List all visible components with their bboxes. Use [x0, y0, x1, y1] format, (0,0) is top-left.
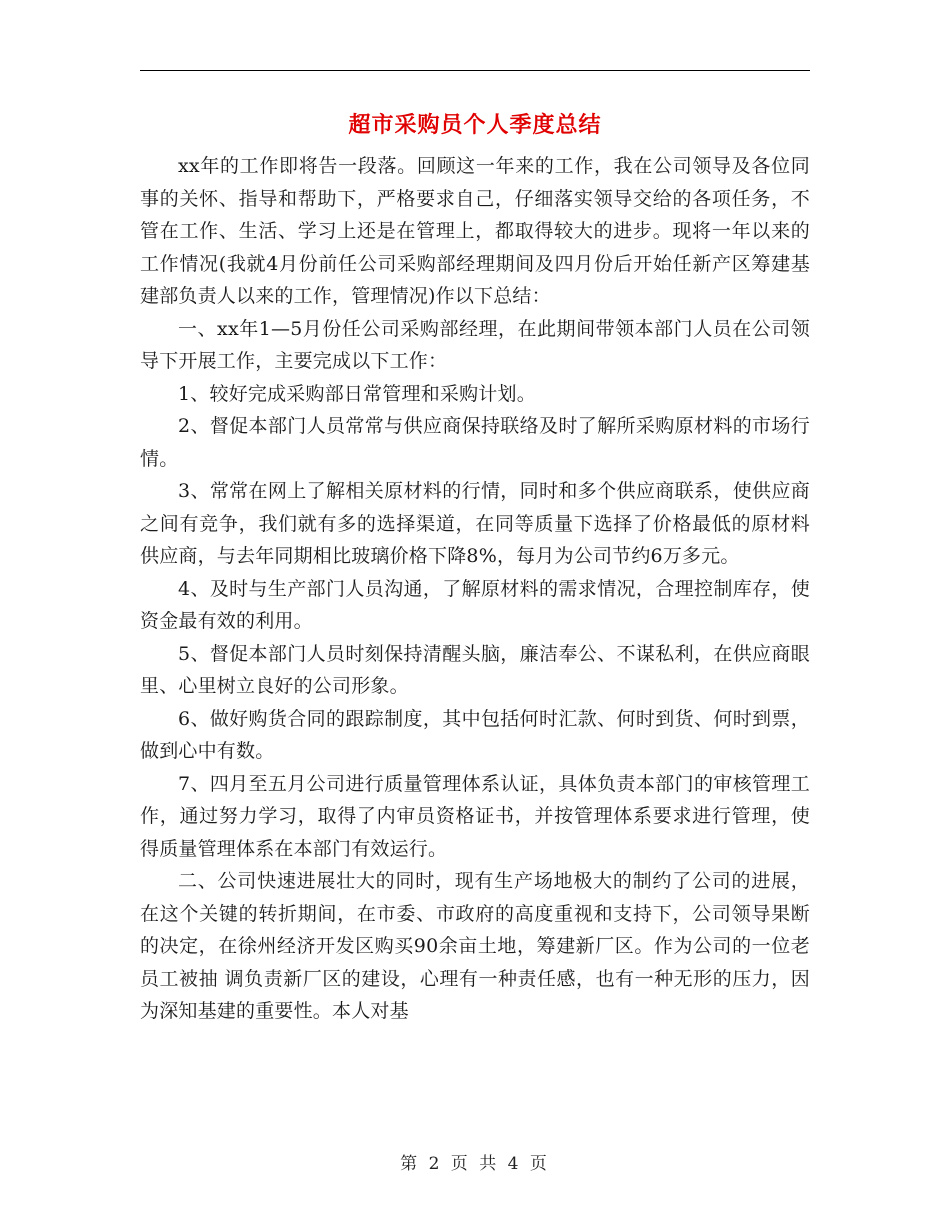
paragraph-item-4: 4、及时与生产部门人员沟通，了解原材料的需求情况，合理控制库存，使资金最有效的利用。 — [140, 577, 810, 632]
paragraph-item-6: 6、做好购货合同的跟踪制度，其中包括何时汇款、何时到货、何时到票，做到心中有数。 — [140, 707, 810, 762]
paragraph-item-1: 1、较好完成采购部日常管理和采购计划。 — [178, 382, 536, 405]
document-title: 超市采购员个人季度总结 — [348, 112, 602, 138]
paragraph-item-7: 7、四月至五月公司进行质量管理体系认证，具体负责本部门的审核管理工作，通过努力学习，取得了内审员资格证书，并按管理体系要求进行管理，使得质量管理体系在本部门有效运行。 — [140, 772, 810, 860]
paragraph-section-one: 一、xx年1—5月份任公司采购部经理，在此期间带领本部门人员在公司领导下开展工作，主要完成以下工作： — [140, 317, 810, 372]
paragraph-item-5: 5、督促本部门人员时刻保持清醒头脑，廉洁奉公、不谋私利，在供应商眼里、心里树立良好的公司形象。 — [140, 642, 810, 697]
page-number: 第 2 页 共 4 页 — [400, 1154, 550, 1174]
paragraph-section-two: 二、公司快速进展壮大的同时，现有生产场地极大的制约了公司的进展，在这个关键的转折期间，在市委、市政府的高度重视和支持下，公司领导果断的决定，在徐州经济开发区购买90余亩土地，筹建新厂区。作为公司的一位老员工被抽 调负责新厂区的建设，心理有一种责任感，也有一种无形的压力，因为深知基建的重要性。本人对基 — [140, 870, 810, 1022]
document-body — [140, 150, 810, 1028]
paragraph-item-3: 3、常常在网上了解相关原材料的行情，同时和多个供应商联系，使供应商之间有竞争，我们就有多的选择渠道，在同等质量下选择了价格最低的原材料供应商，与去年同期相比玻璃价格下降8%，每月为公司节约6万多元。 — [140, 480, 810, 567]
paragraph-item-2: 2、督促本部门人员常常与供应商保持联络及时了解所采购原材料的市场行情。 — [140, 415, 810, 470]
paragraph-intro: xx年的工作即将告一段落。回顾这一年来的工作，我在公司领导及各位同事的关怀、指导和帮助下，严格要求自己，仔细落实领导交给的各项任务，不管在工作、生活、学习上还是在管理上，都取得较大的进步。现将一年以来的工作情况(我就4月份前任公司采购部经理期间及四月份后开始任新产区筹建基建部负责人以来的工作，管理情况)作以下总结： — [140, 155, 810, 307]
header-rule — [140, 70, 810, 71]
